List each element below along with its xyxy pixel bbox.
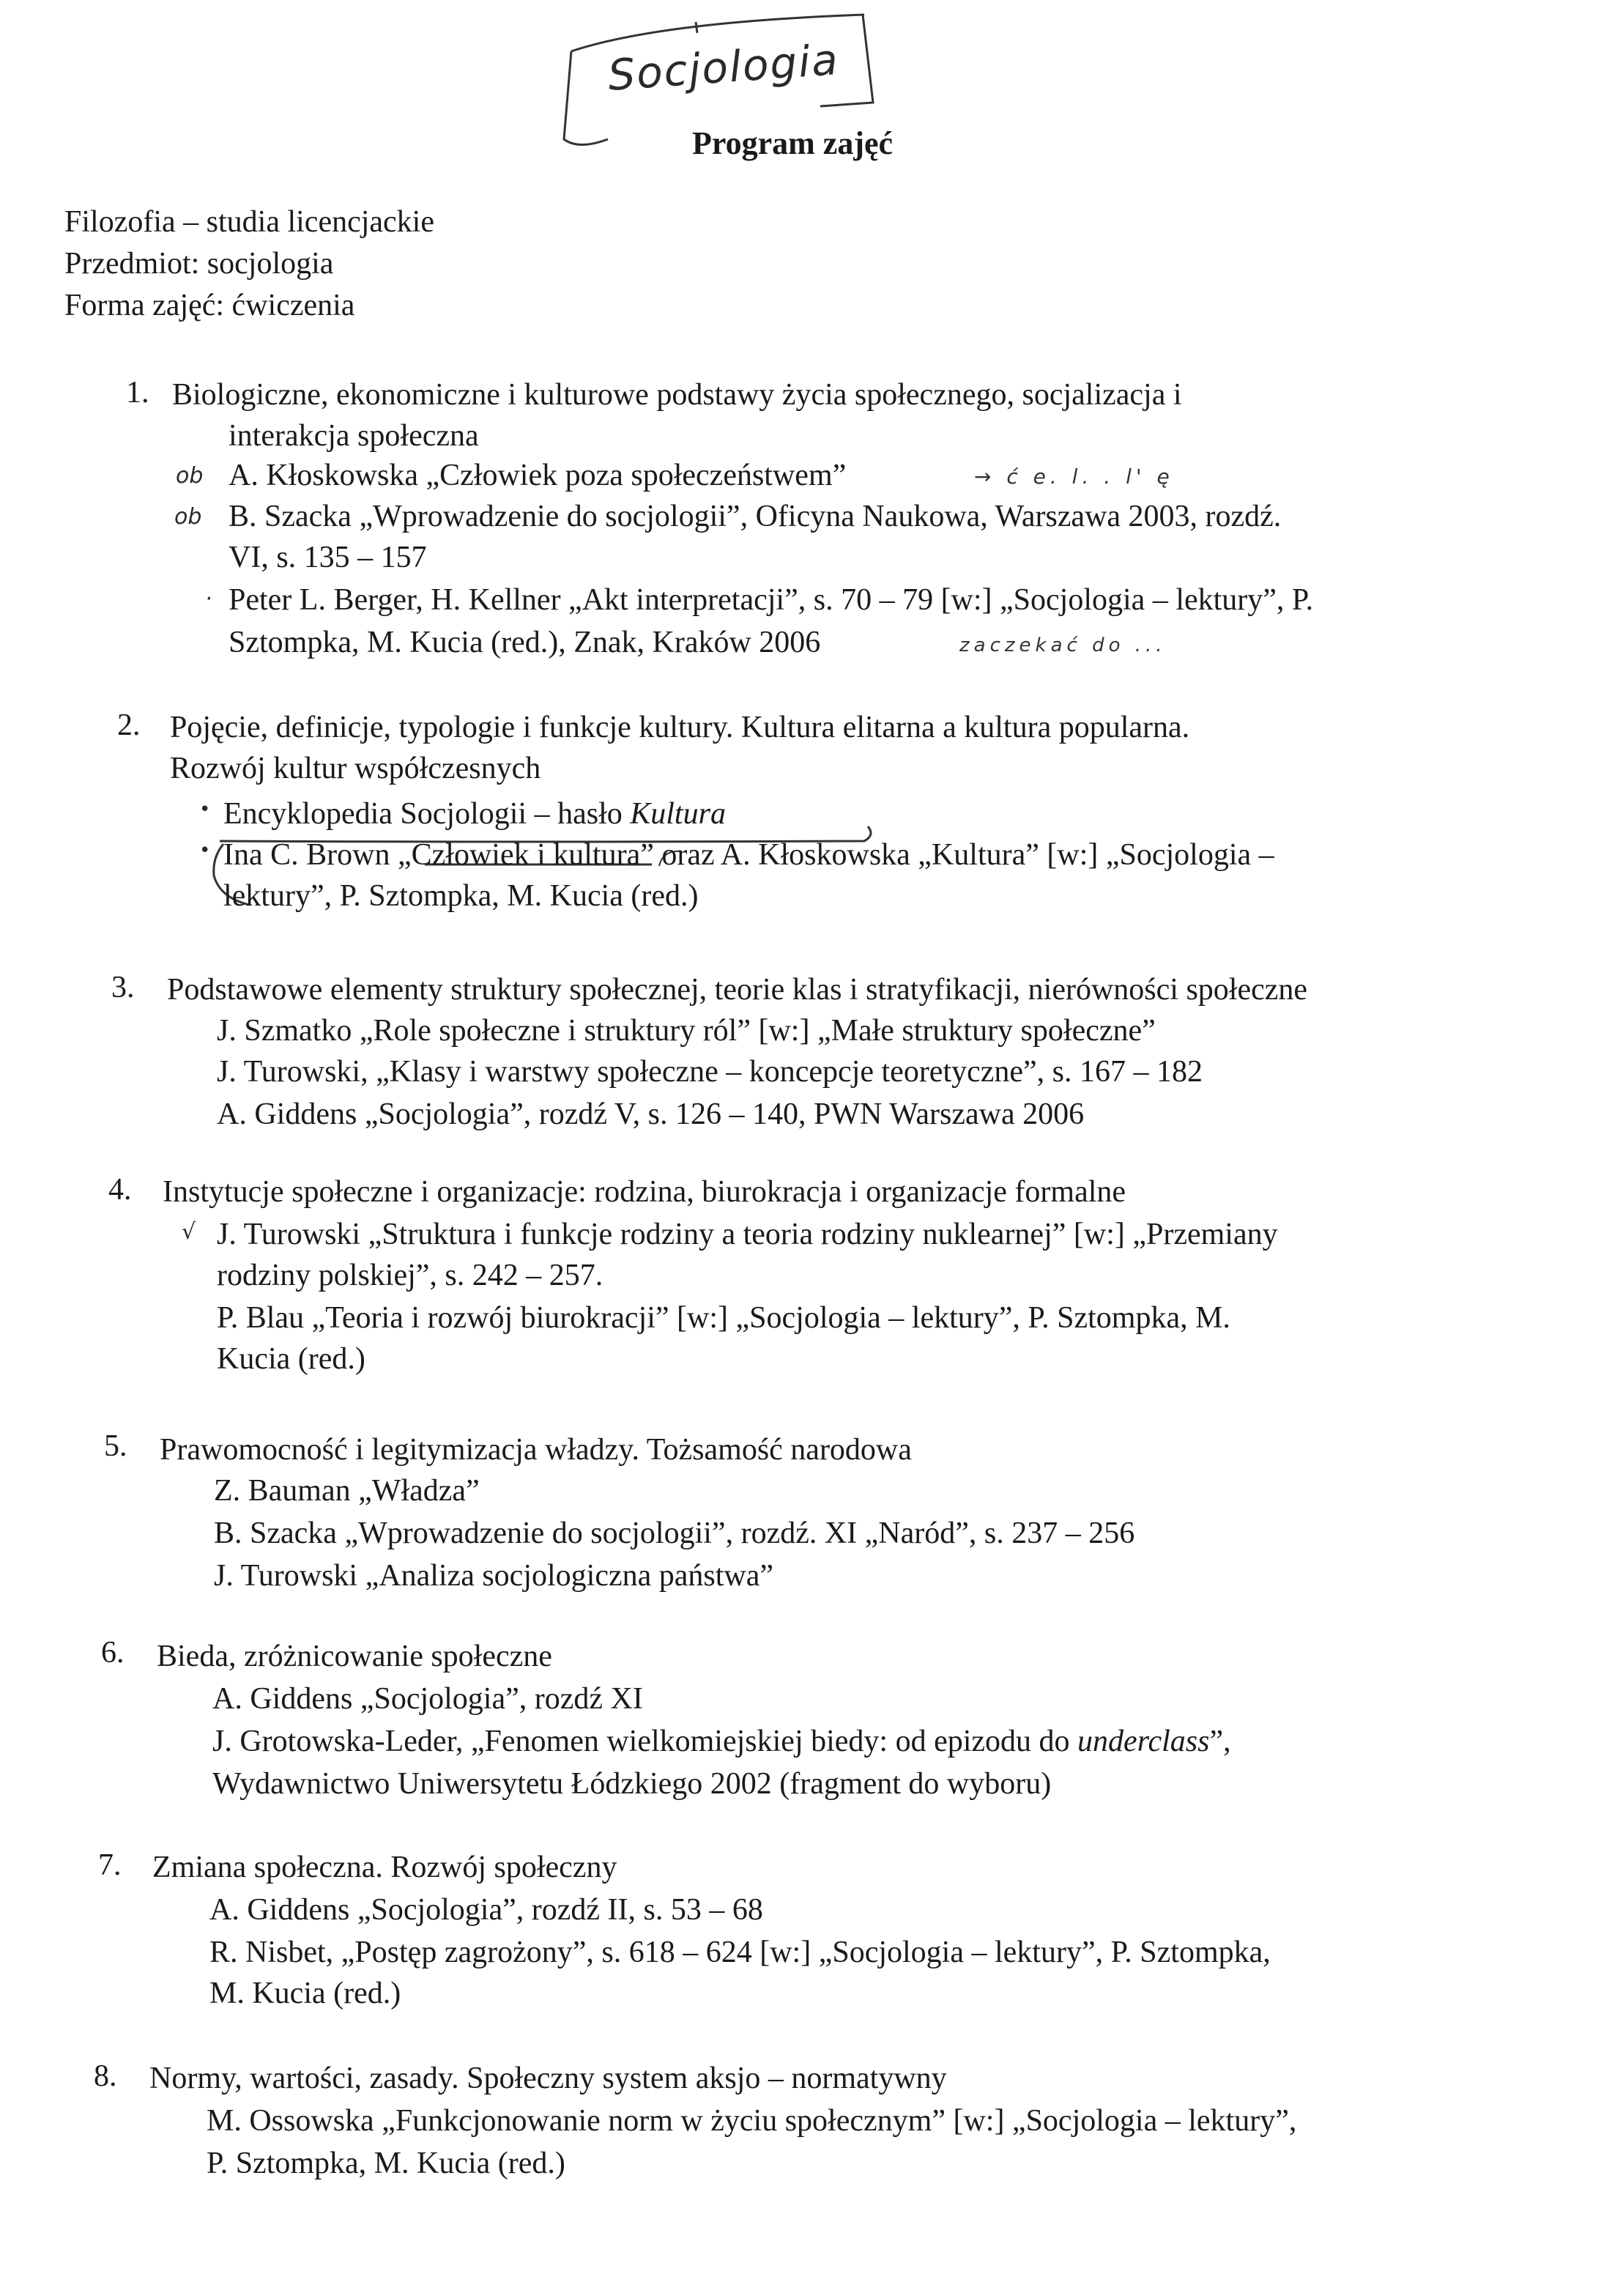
section-title: Instytucje społeczne i organizacje: rodzina, biurokracja i organizacje formalne — [163, 1175, 1126, 1209]
reading-item-cont: VI, s. 135 – 157 — [229, 541, 427, 574]
handwritten-mark: ob — [174, 504, 202, 530]
reading-text: Encyklopedia Socjologii – hasło — [223, 797, 631, 831]
reading-item: A. Kłoskowska „Człowiek poza społeczeństwem” — [229, 459, 847, 492]
section-title: Bieda, zróżnicowanie społeczne — [157, 1640, 552, 1673]
reading-item-cont: Sztompka, M. Kucia (red.), Znak, Kraków 2006 — [229, 626, 821, 659]
reading-item: A. Giddens „Socjologia”, rozdź V, s. 126 – 140, PWN Warszawa 2006 — [217, 1097, 1085, 1131]
page-title: Program zajęć — [692, 125, 894, 161]
reading-item: R. Nisbet, „Postęp zagrożony”, s. 618 – 624 [w:] „Socjologia – lektury”, P. Sztompka, — [209, 1936, 1271, 1969]
reading-item — [223, 794, 726, 834]
reading-item: Peter L. Berger, H. Kellner „Akt interpretacji”, s. 70 – 79 [w:] „Socjologia – lektury”, P. — [229, 583, 1314, 617]
reading-item: J. Turowski „Struktura i funkcje rodziny a teoria rodziny nuklearnej” [w:] „Przemiany — [217, 1218, 1278, 1251]
section-number: 7. — [98, 1848, 122, 1882]
section-title: Prawomocność i legitymizacja władzy. Tożsamość narodowa — [160, 1433, 912, 1467]
reading-item: J. Turowski, „Klasy i warstwy społeczne – koncepcje teoretyczne”, s. 167 – 182 — [217, 1055, 1203, 1089]
section-number: 1. — [126, 376, 149, 410]
bullet-mark: • — [199, 840, 211, 862]
reading-item: J. Turowski „Analiza socjologiczna państwa” — [214, 1559, 774, 1593]
section-title-cont: Rozwój kultur współczesnych — [170, 752, 541, 785]
reading-item-cont: Wydawnictwo Uniwersytetu Łódzkiego 2002 (fragment do wyboru) — [212, 1767, 1052, 1801]
reading-keyword: Kultura — [630, 797, 726, 831]
reading-item-cont: rodziny polskiej”, s. 242 – 257. — [217, 1259, 603, 1292]
reading-item: A. Giddens „Socjologia”, rozdź II, s. 53 – 68 — [209, 1893, 763, 1927]
handwritten-note: zaczekać do ... — [959, 634, 1167, 656]
handwritten-mark: ob — [176, 463, 204, 489]
reading-item-cont: lektury”, P. Sztompka, M. Kucia (red.) — [223, 879, 699, 913]
reading-item: B. Szacka „Wprowadzenie do socjologii”, rozdź. XI „Naród”, s. 237 – 256 — [214, 1517, 1135, 1550]
section-number: 4. — [108, 1173, 132, 1207]
bullet-mark: • — [199, 799, 211, 821]
reading-item: A. Giddens „Socjologia”, rozdź XI — [212, 1682, 643, 1716]
reading-text-end: ”, — [1209, 1725, 1231, 1758]
reading-item-cont: Kucia (red.) — [217, 1342, 365, 1376]
reading-keyword: underclass — [1077, 1725, 1210, 1758]
meta-line-form: Forma zajęć: ćwiczenia — [64, 289, 355, 322]
section-title: Podstawowe elementy struktury społecznej, teorie klas i stratyfikacji, nierówności społeczne — [167, 973, 1308, 1007]
section-number: 8. — [94, 2059, 117, 2093]
reading-item: J. Szmatko „Role społeczne i struktury ról” [w:] „Małe struktury społeczne” — [217, 1014, 1156, 1048]
reading-item-cont: M. Kucia (red.) — [209, 1977, 401, 2010]
reading-item: Ina C. Brown „Człowiek i kultura” oraz A. Kłoskowska „Kultura” [w:] „Socjologia – — [223, 838, 1274, 872]
reading-item — [212, 1722, 1231, 1761]
section-title: Zmiana społeczna. Rozwój społeczny — [152, 1851, 617, 1884]
handwritten-note: → ć e. l. . l' ę — [974, 464, 1174, 489]
reading-item: B. Szacka „Wprowadzenie do socjologii”, Oficyna Naukowa, Warszawa 2003, rozdź. — [229, 500, 1282, 533]
meta-line-subject: Przedmiot: socjologia — [64, 247, 334, 281]
section-number: 6. — [101, 1636, 125, 1670]
handwritten-title: Socjologia — [606, 34, 841, 100]
section-title: Biologiczne, ekonomiczne i kulturowe podstawy życia społecznego, socjalizacja i — [172, 378, 1182, 412]
handwritten-mark: · — [205, 586, 212, 612]
section-number: 2. — [117, 708, 141, 742]
section-title-cont: interakcja społeczna — [229, 419, 479, 453]
section-title: Pojęcie, definicje, typologie i funkcje kultury. Kultura elitarna a kultura popularna. — [170, 711, 1190, 744]
course-meta — [64, 201, 434, 327]
section-title: Normy, wartości, zasady. Społeczny system aksjo – normatywny — [149, 2062, 947, 2095]
section-number: 3. — [111, 971, 135, 1004]
reading-text: J. Grotowska-Leder, „Fenomen wielkomiejskiej biedy: od epizodu do — [212, 1725, 1078, 1758]
reading-item-cont: P. Sztompka, M. Kucia (red.) — [207, 2147, 565, 2180]
check-mark: √ — [182, 1219, 196, 1245]
meta-line-program: Filozofia – studia licencjackie — [64, 205, 434, 239]
section-number: 5. — [104, 1429, 127, 1463]
reading-item: Z. Bauman „Władza” — [214, 1474, 480, 1508]
reading-item: P. Blau „Teoria i rozwój biurokracji” [w:] „Socjologia – lektury”, P. Sztompka, M. — [217, 1301, 1230, 1335]
reading-item: M. Ossowska „Funkcjonowanie norm w życiu społecznym” [w:] „Socjologia – lektury”, — [207, 2104, 1297, 2138]
